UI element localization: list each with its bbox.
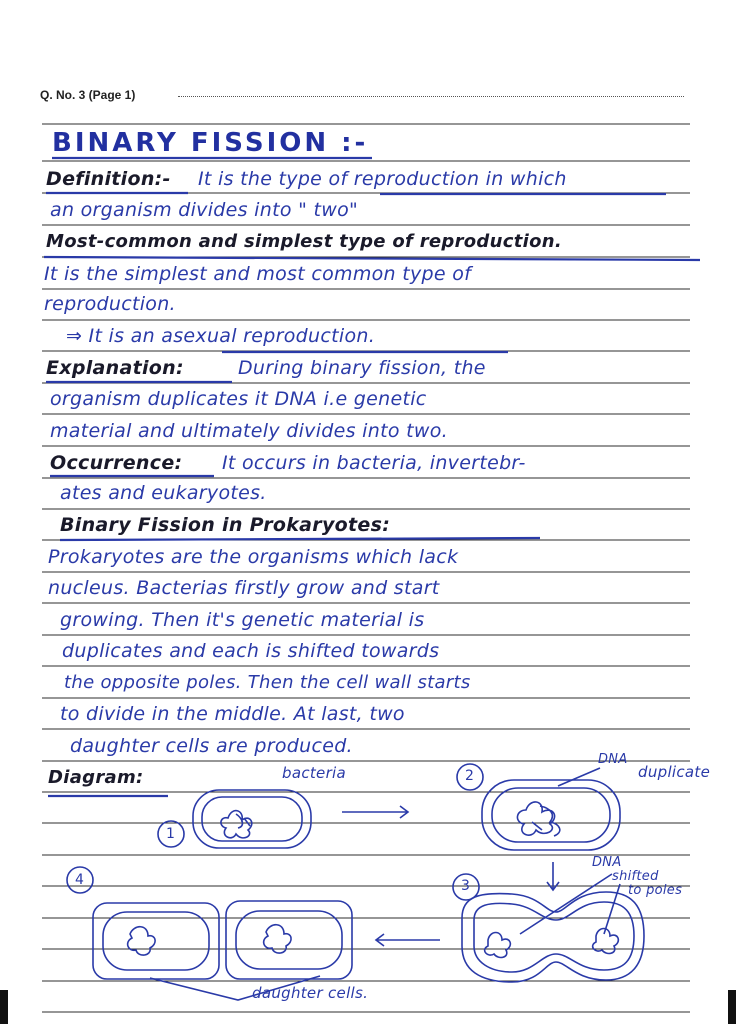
definition-line-1: It is the type of reproduction in which (198, 168, 567, 190)
daughter-right-wall (226, 901, 352, 979)
explanation-line-2: organism duplicates it DNA i.e genetic (50, 388, 427, 410)
stage-2-cell-membrane (492, 788, 610, 842)
explanation-label: Explanation: (46, 357, 184, 379)
prokaryotes-line-6: to divide in the middle. At last, two (60, 703, 405, 725)
stage-2-cell-wall (482, 780, 620, 850)
most-common-heading: Most-common and simplest type of reproduction. (46, 231, 562, 252)
step-3-circle (453, 874, 479, 900)
daughter-right-membrane (236, 911, 342, 969)
asexual-note: ⇒ It is an asexual reproduction. (66, 325, 376, 347)
arrow-2-to-3 (547, 862, 559, 890)
stage-1-cell-wall (193, 790, 311, 848)
prokaryotes-line-2: nucleus. Bacterias firstly grow and start (48, 577, 440, 599)
explanation-line-1: During binary fission, the (238, 357, 486, 379)
page-title: BINARY FISSION :- (52, 128, 369, 158)
prokaryotes-line-4: duplicates and each is shifted towards (62, 640, 440, 662)
prokaryotes-heading: Binary Fission in Prokaryotes: (60, 514, 391, 536)
prokaryotes-line-3: growing. Then it's genetic material is (60, 609, 425, 631)
daughter-left-membrane (103, 912, 209, 970)
daughter-left-wall (93, 903, 219, 979)
stage-3-dna-right (593, 929, 619, 954)
arrow-1-to-2 (342, 806, 408, 818)
diagram-label: Diagram: (48, 767, 144, 788)
step-1-circle (158, 821, 184, 847)
step-4-circle (67, 867, 93, 893)
question-number: Q. No. 3 (Page 1) (40, 88, 136, 102)
prokaryotes-line-7: daughter cells are produced. (70, 735, 353, 757)
stage-1-dna (221, 811, 252, 838)
step-3-marker: 3 (461, 878, 471, 894)
scan-edge-right (728, 990, 736, 1024)
shifted-label-2: shifted (612, 869, 659, 884)
step-2-marker: 2 (465, 768, 475, 784)
arrow-3-to-4 (376, 934, 440, 946)
simplest-line-2: reproduction. (44, 293, 176, 315)
shifted-label-1: DNA (592, 855, 622, 870)
shifted-label-3: to poles (628, 883, 683, 898)
stage-1-cell-membrane (202, 797, 302, 841)
prokaryotes-line-1: Prokaryotes are the organisms which lack (48, 546, 459, 568)
stage-4-daughter-left (93, 903, 219, 979)
occurrence-line-2: ates and eukaryotes. (60, 482, 267, 504)
scan-edge-left (0, 990, 8, 1024)
duplicate-label: duplicate (638, 763, 711, 781)
explanation-line-3: material and ultimately divides into two. (50, 420, 448, 442)
simplest-line-1: It is the simplest and most common type of (44, 263, 472, 285)
stage-3-dna-left (485, 933, 511, 958)
stage-1-bacterium (193, 790, 311, 848)
daughter-right-dna (264, 925, 291, 953)
definition-line-2: an organism divides into " two" (50, 199, 359, 221)
occurrence-label: Occurrence: (50, 452, 183, 474)
stage-2-bacterium (482, 768, 620, 850)
step-1-marker: 1 (166, 826, 176, 842)
stage-2-dna (517, 802, 559, 836)
step-2-circle (457, 764, 483, 790)
occurrence-line-1: It occurs in bacteria, invertebr- (222, 452, 526, 474)
daughter-left-dna (128, 927, 155, 955)
definition-label: Definition:- (46, 168, 171, 190)
step-4-marker: 4 (75, 872, 85, 888)
prokaryotes-line-5: the opposite poles. Then the cell wall starts (64, 672, 471, 693)
dna-label: DNA (598, 752, 628, 767)
bacteria-label: bacteria (282, 764, 346, 782)
stage-4-daughter-right (226, 901, 352, 979)
dna-pointer-line (558, 768, 600, 786)
daughter-cells-label: daughter cells. (252, 984, 369, 1002)
